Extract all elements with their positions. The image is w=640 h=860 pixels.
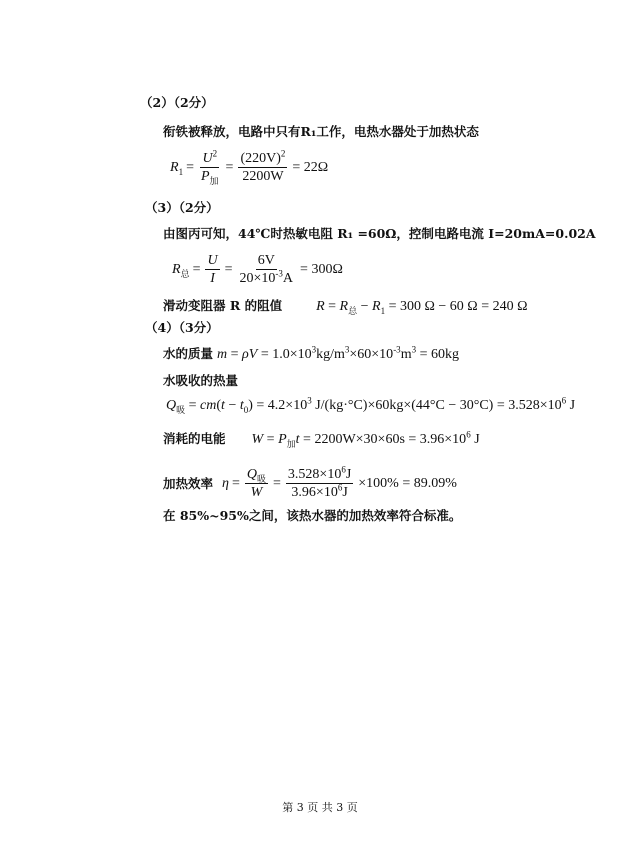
part4-header: （4）（3分） bbox=[145, 320, 219, 335]
formula-heat: $Q_吸 = cm(t - t_0) = 4.2\times 10^3$ $J/(kg\cdot^\circ C)\times 60kg\times(44^\circ C - 30^\circ C) = 3.528\times 10^6$ J bbox=[166, 395, 576, 415]
energy-line bbox=[163, 431, 480, 448]
formula-mass: $m = \rho V = 1.0\times 10^3kg/m^3\times 60\times 10^{-3}m^3 = 60kg$ bbox=[217, 344, 459, 362]
efficiency-line bbox=[163, 466, 457, 501]
part3-text: 由图丙可知，44℃时热敏电阻 R₁ =60Ω，控制电路电流 I=20mA=0.02A bbox=[163, 226, 596, 241]
energy-text: 消耗的电能 bbox=[163, 431, 226, 446]
efficiency-text: 加热效率 bbox=[163, 475, 214, 491]
slider-text: 滑动变阻器 R 的阻值 bbox=[163, 298, 283, 313]
mass-text: 水的质量 bbox=[163, 346, 214, 361]
part2-header: （2）（2分） bbox=[140, 95, 214, 110]
formula-efficiency: η = $\frac{Q_吸}{W}$ = $\frac{3.528\times 10^6J}{3.96\times 10^6J}$ ×100% = 89.09% bbox=[222, 464, 457, 500]
formula-r-total: $R_总$ = $\frac{U}{I}$ = $\frac{6V}{20\times 10^{-3}A}$ = 300Ω bbox=[172, 253, 343, 286]
part2-text: 衔铁被释放，电路中只有R₁工作，电热水器处于加热状态 bbox=[163, 124, 479, 139]
page-footer: 第 3 页 共 3 页 bbox=[282, 801, 358, 814]
conclusion-text: 在 85%~95%之间，该热水器的加热效率符合标准。 bbox=[163, 508, 462, 523]
formula-energy: $W = P_加t = 2200W\times 30\times 60s = 3.96\times 10^6$ J bbox=[251, 429, 480, 449]
part3-header: （3）（2分） bbox=[145, 200, 219, 215]
formula-r-slider: $R = R_总 - R_1 = 300$ Ω − 60 Ω = 240 Ω bbox=[316, 299, 528, 316]
mass-line bbox=[163, 346, 459, 363]
formula-r1: $R_1$ = $\frac{U^2}{P_加}$ = $\frac{(220V)^2}{2200W}$ = 22Ω bbox=[170, 148, 329, 186]
slider-line bbox=[163, 298, 528, 315]
heat-text: 水吸收的热量 bbox=[163, 373, 239, 388]
